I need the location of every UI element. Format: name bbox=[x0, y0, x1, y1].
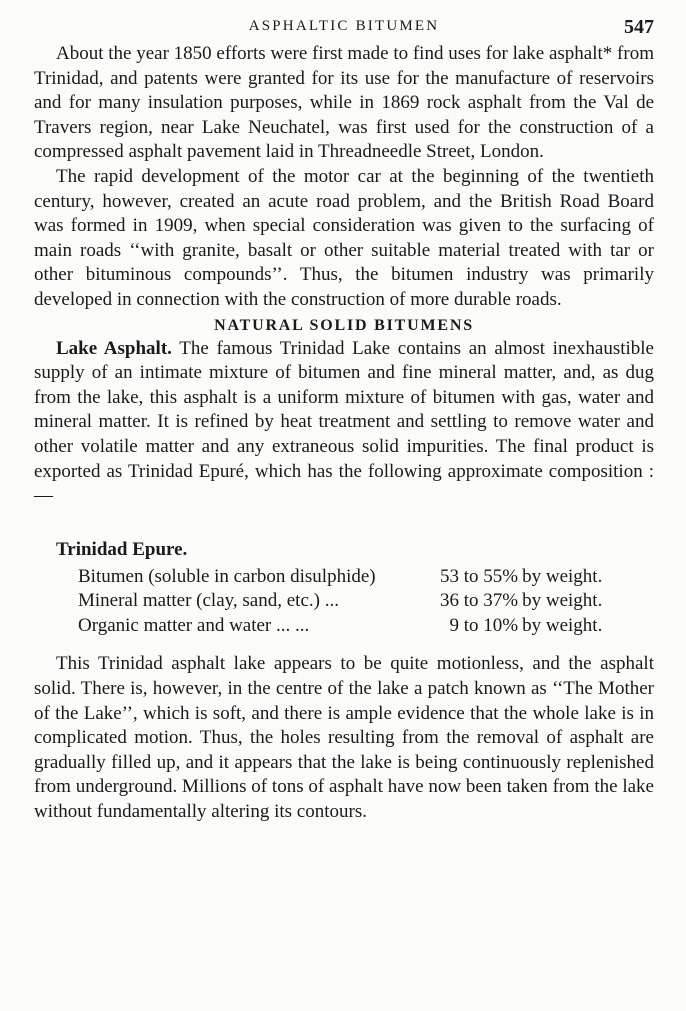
section-heading: NATURAL SOLID BITUMENS bbox=[214, 316, 474, 334]
paragraph-history: About the year 1850 efforts were first made to find uses for lake asphalt* from Trinidad, and patents were granted for its use for the manufacture of reservoirs and for many insulation purposes, while in 1869 rock asphalt from the Val de Travers region, near Lake Neuchatel, was first used for the construction of a compressed asphalt pavement laid in Threadneedle Street, London. bbox=[34, 43, 654, 163]
component-range: 36 to 37% bbox=[440, 590, 519, 612]
table-row bbox=[78, 565, 634, 590]
component-range: 53 to 55% bbox=[440, 565, 519, 587]
run-in-title: Lake Asphalt. bbox=[56, 337, 172, 359]
paragraph-lake-asphalt bbox=[34, 337, 654, 509]
component-name: Mineral matter (clay, sand, etc.) ... bbox=[78, 590, 339, 612]
paragraph-lake-asphalt-body: The famous Trinidad Lake contains an almost inexhaustible supply of an intimate mixture of bitumen and fine mineral matter, and, as dug from the lake, this asphalt is a uniform mixture of bitumen with gas, water and mineral matter. It is refined by heat treatment and settling to remove water and other volatile matter and any extraneous solid impurities. The final product is exported as Trinidad Epuré, which has the following approximate composition :— bbox=[34, 337, 654, 507]
paragraph-motion: This Trinidad asphalt lake appears to be quite motionless, and the asphalt solid. There is, however, in the centre of the lake a patch known as ‘‘The Mother of the Lake’’, which is soft, and there is ample evidence that the whole lake is in complicated motion. Thus, the holes resulting from the removal of asphalt are gradually filled up, and it appears that the lake is being continuously replenished from underground. Millions of tons of asphalt have now been taken from the lake without fundamentally altering its contours. bbox=[34, 653, 654, 823]
component-name: Bitumen (soluble in carbon disulphide) bbox=[78, 565, 376, 587]
composition-table-title: Trinidad Epure. bbox=[56, 538, 188, 560]
running-header bbox=[34, 16, 654, 42]
component-name: Organic matter and water ... ... bbox=[78, 614, 310, 636]
table-row bbox=[78, 589, 634, 614]
component-unit: by weight. bbox=[522, 614, 603, 636]
component-unit: by weight. bbox=[522, 590, 603, 612]
spacer bbox=[34, 638, 654, 652]
composition-table bbox=[78, 565, 634, 639]
page-number: 547 bbox=[624, 16, 654, 38]
running-title: ASPHALTIC BITUMEN bbox=[248, 18, 440, 34]
component-range: 9 to 10% bbox=[449, 614, 519, 636]
component-unit: by weight. bbox=[522, 565, 603, 587]
paragraph-motor-car: The rapid development of the motor car at the beginning of the twentieth century, however, created an acute road problem, and the British Road Board was formed in 1909, when special consideration was given to the surfacing of main roads ‘‘with granite, basalt or other suitable material treated with tar or other bituminous compounds’’. Thus, the bitumen industry was primarily developed in connection with the construction of more durable roads. bbox=[34, 165, 654, 310]
table-row bbox=[78, 614, 634, 639]
